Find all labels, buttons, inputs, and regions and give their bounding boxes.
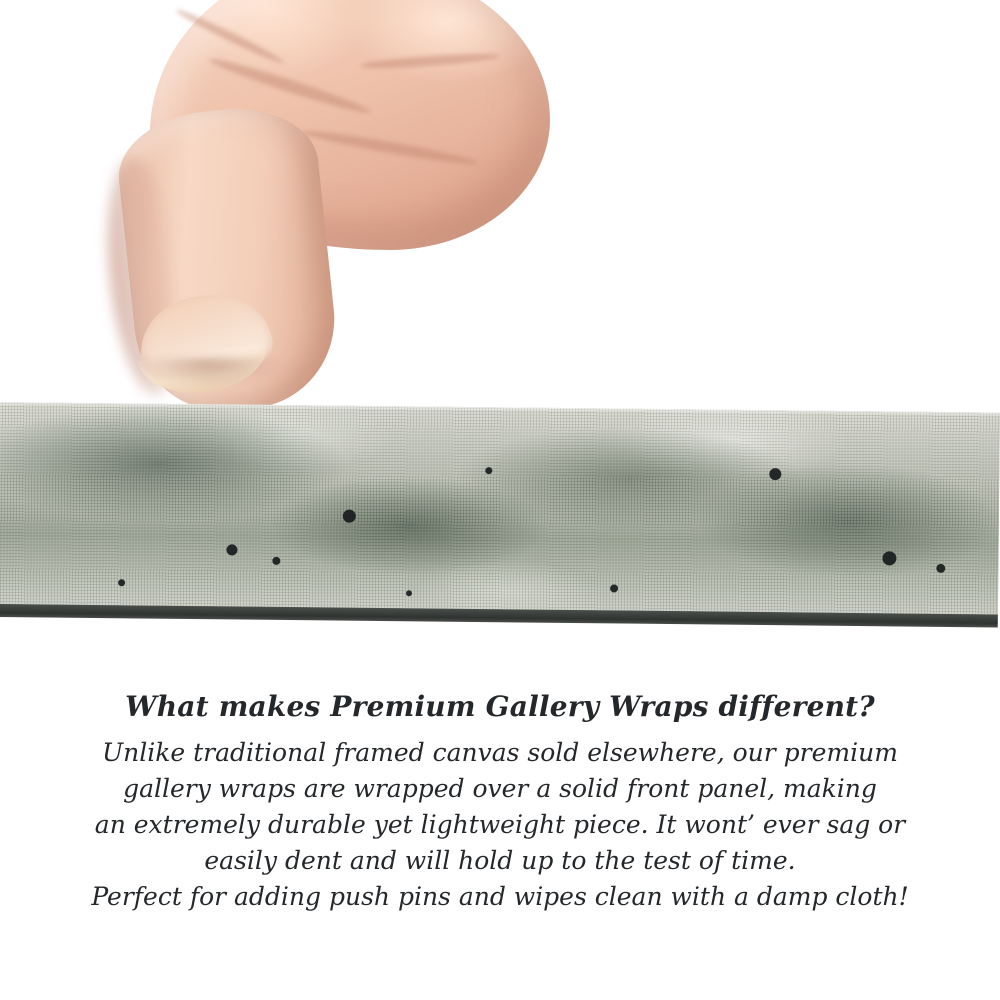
caption-line: Perfect for adding push pins and wipes clean with a damp cloth!	[91, 882, 909, 911]
caption-heading: What makes Premium Gallery Wraps different?	[125, 690, 875, 723]
caption-line: gallery wraps are wrapped over a solid front panel, making	[123, 774, 877, 803]
caption-line: easily dent and will hold up to the test of time.	[204, 846, 796, 875]
caption-line: Unlike traditional framed canvas sold elsewhere, our premium	[102, 738, 898, 767]
canvas-speck	[118, 579, 125, 586]
canvas-texture-surface	[0, 402, 1000, 625]
canvas-speck	[936, 564, 945, 573]
canvas-speck	[343, 510, 356, 523]
caption-block	[0, 690, 1000, 915]
canvas-speck	[882, 551, 896, 565]
canvas-speck	[485, 467, 492, 474]
canvas-speck	[769, 468, 781, 480]
canvas-speck	[226, 544, 237, 555]
canvas-speck	[272, 557, 280, 565]
finger-contact-shadow	[134, 358, 284, 388]
canvas-edge-strip	[0, 402, 1000, 627]
canvas-speck	[610, 584, 618, 592]
hand-graphic	[110, 0, 550, 430]
canvas-speck	[406, 590, 412, 596]
caption-line: an extremely durable yet lightweight piece. It wont’ ever sag or	[94, 810, 906, 839]
